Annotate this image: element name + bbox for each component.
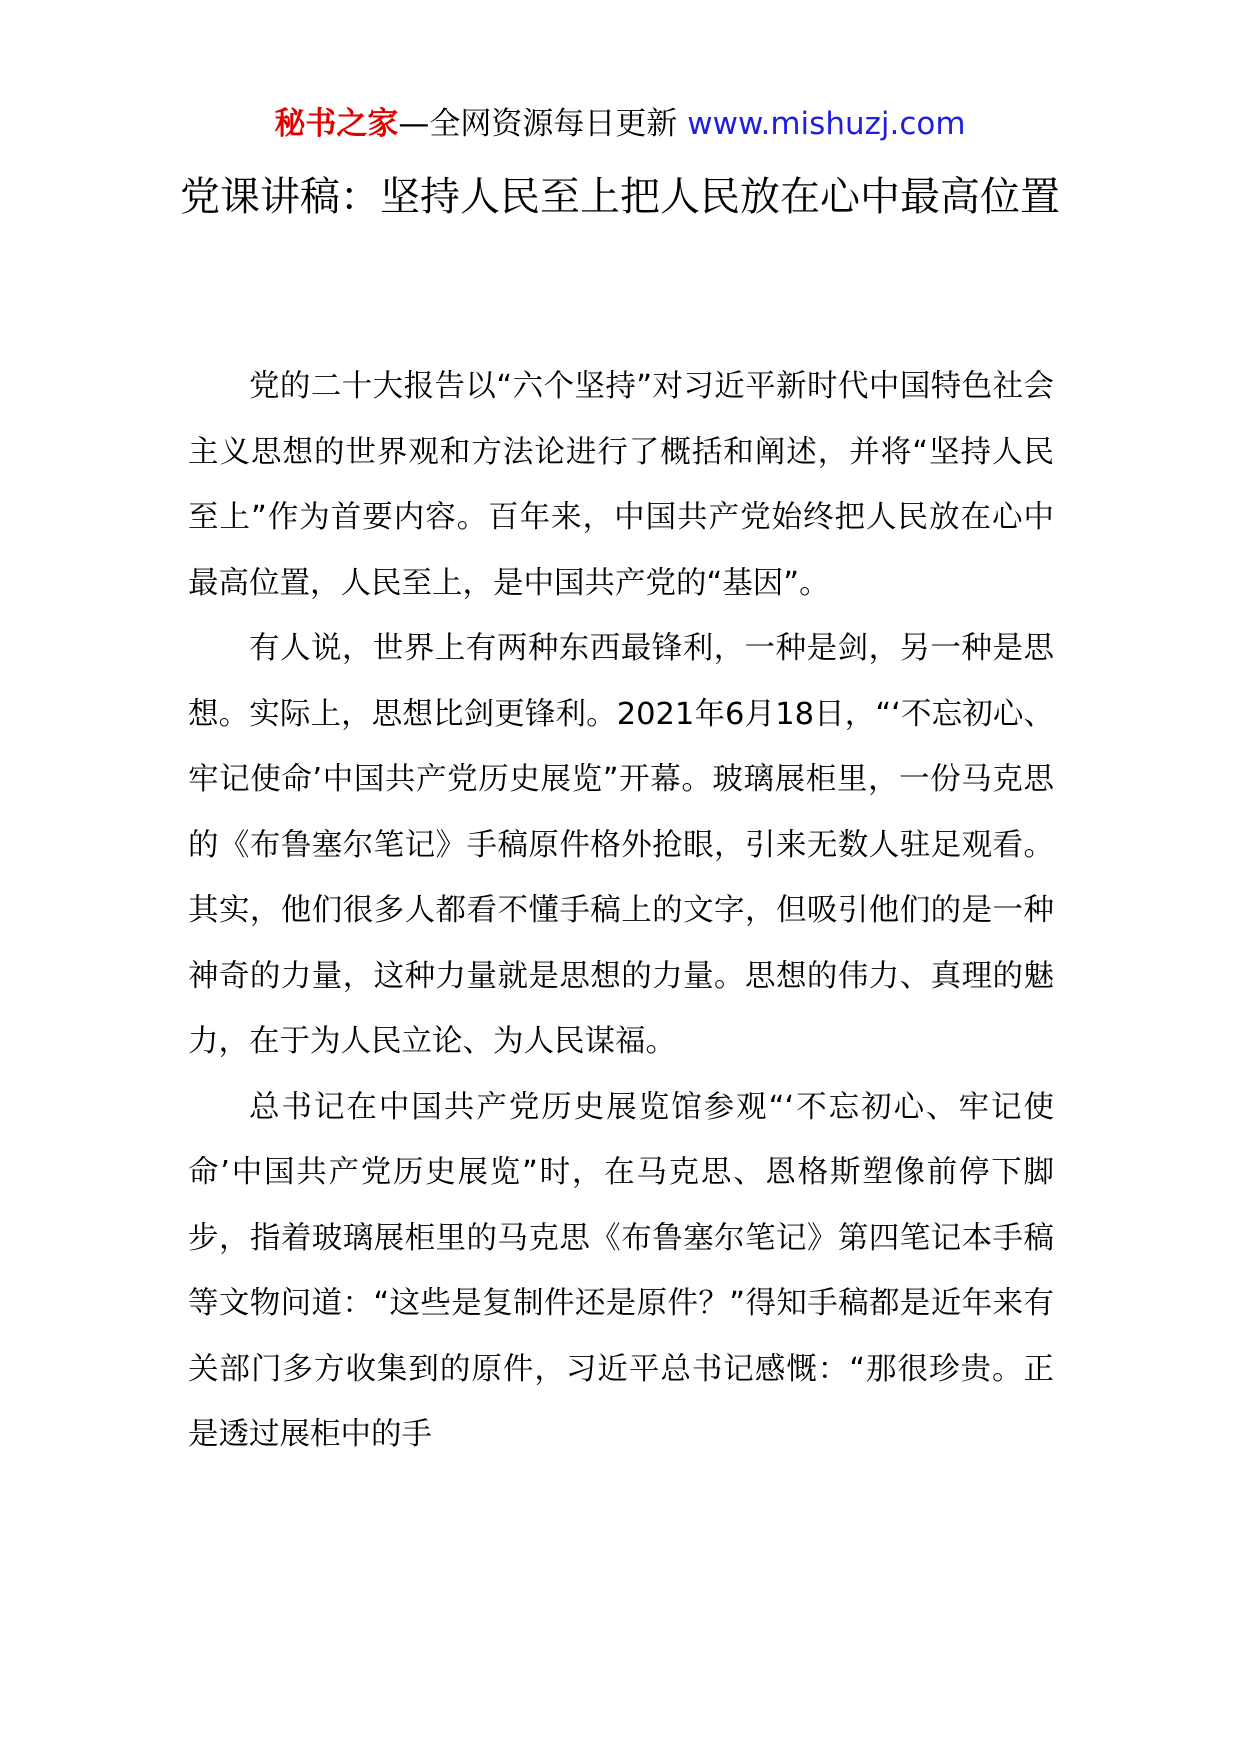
document-body	[188, 354, 1054, 1468]
document-title: 党课讲稿：坚持人民至上把人民放在心中最高位置	[180, 174, 1060, 220]
paragraph: 总书记在中国共产党历史展览馆参观“‘不忘初心、牢记使命’中国共产党历史展览”时，在马克思、恩格斯塑像前停下脚步，指着玻璃展柜里的马克思《布鲁塞尔笔记》第四笔记本手稿等文物问道：“这些是复制件还是原件？”得知手稿都是近年来有关部门多方收集到的原件，习近平总书记感慨：“那很珍贵。正是透过展柜中的手	[188, 1089, 1054, 1452]
header-tagline: —全网资源每日更新	[398, 106, 688, 142]
site-header	[0, 104, 1240, 144]
paragraph: 党的二十大报告以“六个坚持”对习近平新时代中国特色社会主义思想的世界观和方法论进行了概括和阐述，并将“坚持人民至上”作为首要内容。百年来，中国共产党始终把人民放在心中最高位置，人民至上，是中国共产党的“基因”。	[188, 369, 1054, 601]
brand-name: 秘书之家	[274, 106, 399, 142]
paragraph: 有人说，世界上有两种东西最锋利，一种是剑，另一种是思想。实际上，思想比剑更锋利。2021年6月18日，“‘不忘初心、牢记使命’中国共产党历史展览”开幕。玻璃展柜里，一份马克思的《布鲁塞尔笔记》手稿原件格外抢眼，引来无数人驻足观看。其实，他们很多人都看不懂手稿上的文字，但吸引他们的是一种神奇的力量，这种力量就是思想的力量。思想的伟力、真理的魅力，在于为人民立论、为人民谋福。	[188, 631, 1054, 1059]
site-url-link[interactable]: www.mishuzj.com	[687, 106, 966, 142]
